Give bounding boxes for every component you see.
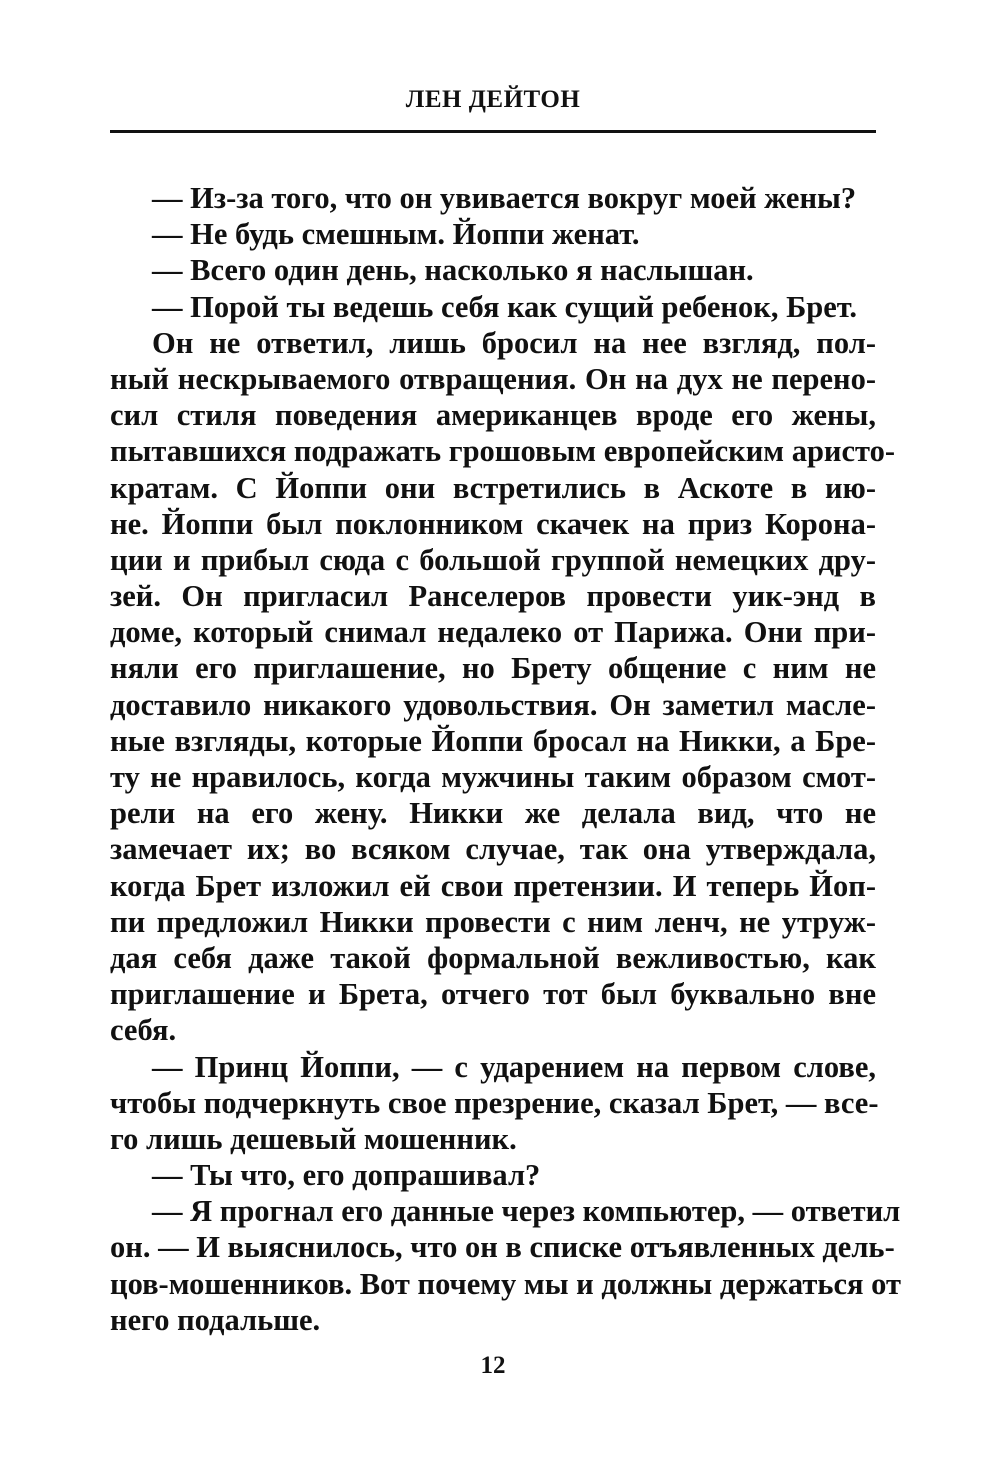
text-line: сил стиля поведения американцев вроде его жены, <box>110 398 876 433</box>
text-line: няли его приглашение, но Брету общение с ним не <box>110 651 876 686</box>
text-line: ные взгляды, которые Йоппи бросал на Никки, а Бре- <box>110 723 876 758</box>
text-line: — Ты что, его допрашивал? <box>152 1158 541 1193</box>
header-rule <box>110 130 876 133</box>
text-line: ный нескрываемого отвращения. Он на дух не перено- <box>110 361 876 396</box>
text-line: пи предложил Никки провести с ним ленч, не утруж- <box>110 904 876 939</box>
text-line: ции и прибыл сюда с большой группой немецких дру- <box>110 542 876 577</box>
text-line: Он не ответил, лишь бросил на нее взгляд, пол- <box>152 325 876 360</box>
text-line: — Порой ты ведешь себя как сущий ребенок, Брет. <box>152 289 858 324</box>
text-line: кратам. С Йоппи они встретились в Аскоте в ию- <box>110 470 876 505</box>
text-line: не. Йоппи был поклонником скачек на приз Корона- <box>110 506 876 541</box>
text-line: приглашение и Брета, отчего тот был буквально вне <box>110 977 876 1012</box>
text-line: рели на его жену. Никки же делала вид, что не <box>110 796 876 831</box>
text-line: когда Брет изложил ей свои претензии. И теперь Йоп- <box>110 868 876 903</box>
text-line: го лишь дешевый мошенник. <box>110 1121 517 1156</box>
text-line: зей. Он пригласил Ранселеров провести уик-энд в <box>110 579 876 614</box>
text-line: замечает их; во всяком случае, так она утверждала, <box>110 832 876 867</box>
text-line: — Не будь смешным. Йоппи женат. <box>152 217 640 252</box>
text-line: — Я прогнал его данные через компьютер, — ответил <box>152 1194 901 1229</box>
text-line: цов-мошенников. Вот почему мы и должны держаться от <box>110 1266 901 1301</box>
text-line: — Всего один день, насколько я наслышан. <box>152 253 754 288</box>
text-line: — Из-за того, что он увивается вокруг моей жены? <box>152 181 857 215</box>
running-head-title: ЛЕН ДЕЙТОН <box>405 86 581 113</box>
text-line: себя. <box>110 1013 177 1048</box>
text-line: он. — И выяснилось, что он в списке отъявленных дель- <box>110 1230 895 1265</box>
text-line: чтобы подчеркнуть свое презрение, сказал Брет, — все- <box>110 1085 879 1120</box>
text-line: ту не нравилось, когда мужчины таким образом смот- <box>110 760 876 794</box>
text-line: доставило никакого удовольствия. Он заметил масле- <box>110 687 876 722</box>
page-body <box>110 180 901 1338</box>
text-line: пытавшихся подражать грошовым европейским аристо- <box>110 434 896 469</box>
page-number: 12 <box>480 1352 506 1379</box>
text-line: — Принц Йоппи, — с ударением на первом слове, <box>152 1049 876 1084</box>
text-line: доме, который снимал недалеко от Парижа. Они при- <box>110 615 876 650</box>
text-line: него подальше. <box>110 1302 321 1337</box>
text-line: дая себя даже такой формальной вежливостью, как <box>110 940 876 975</box>
